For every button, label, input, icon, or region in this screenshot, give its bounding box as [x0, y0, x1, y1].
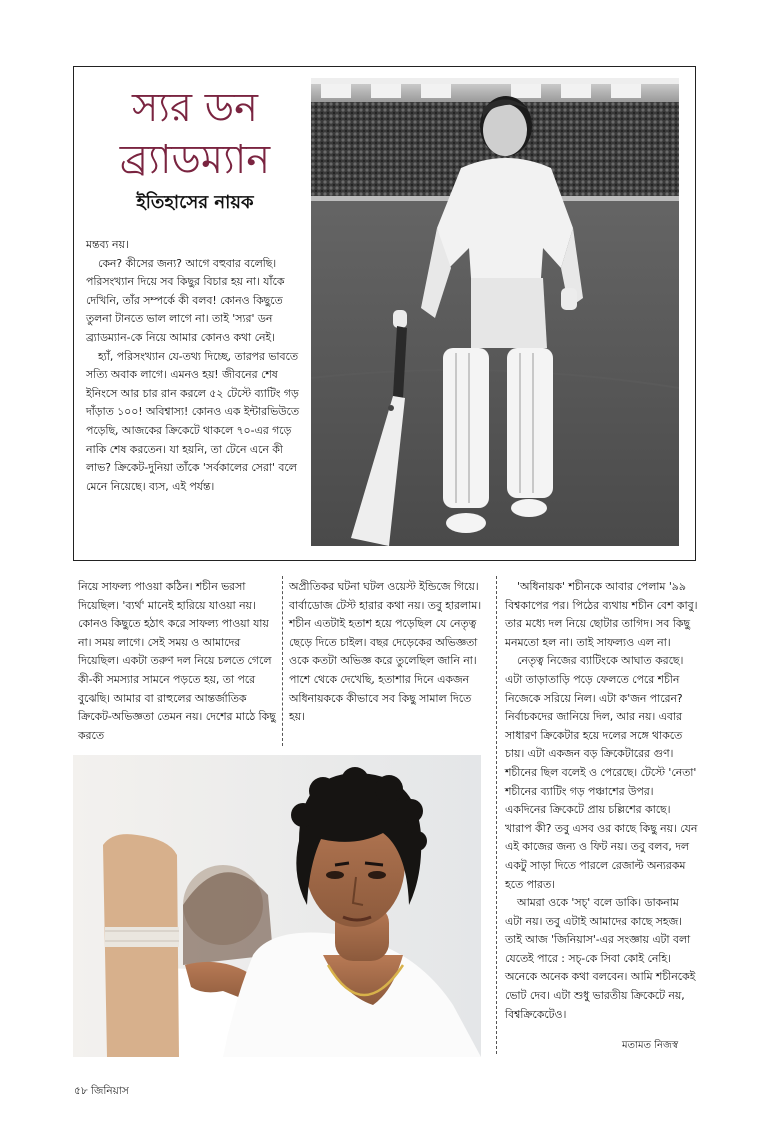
title-line-1: স্যর ডন	[131, 85, 259, 131]
feature-subtitle: ইতিহাসের নায়ক	[136, 192, 254, 213]
body-paragraph: 'অধিনায়ক' শচীনকে আবার পেলাম '৯৯ বিশ্বকাপের পর। পিঠের ব্যথায় শচীন বেশ কাবু। তার মধ্যে দল নিয়ে ছোটার তাগিদ। সব কিছু মনমতো হল না। তাই সাফল্যও এল না।	[505, 580, 698, 649]
column-rule-1	[282, 576, 283, 746]
intro-paragraph: মন্তব্য নয়।	[86, 238, 129, 251]
page-footer: ৫৮ জিনিয়াস	[74, 1085, 129, 1097]
sachin-photo	[73, 755, 481, 1057]
opinion-credit: মতামত নিজস্ব	[622, 1040, 679, 1051]
intro-paragraph: হ্যাঁ, পরিসংখ্যান যে-তথ্য দিচ্ছে, তারপর ভাবতে সত্যি অবাক লাগে। এমনও হয়! জীবনের শেষ ইনিংসে আর চার রান করলে ৫২ টেস্টে ব্যাটিং গড় দাঁড়াত ১০০! অবিশ্বাস্য! কোনও এক ইন্টারভিউতে পড়েছি, আজকের ক্রিকেটে থাকলে ৭০-এর গড়ে নাকি শেষ করতেন। যা হয়নি, তা টেনে এনে কী লাভ? ক্রিকেট-দুনিয়া তাঁকে 'সর্বকালের সেরা' বলে মেনে নিয়েছে। ব্যস, এই পর্যন্ত।	[86, 349, 300, 493]
text-column-3	[505, 578, 698, 1024]
intro-paragraph: কেন? কীসের জন্য? আগে বহুবার বলেছি। পরিসংখ্যান দিয়ে সব কিছুর বিচার হয় না। যাঁকে দেখিনি, তাঁর সম্পর্কে কী বলব! কোনও কিছুতে তুলনা টানতে ভাল লাগে না। তাই 'স্যর' ডন ব্র্যাডম্যান-কে নিয়ে আমার কোনও কথা নেই।	[86, 256, 285, 344]
intro-text	[86, 236, 306, 496]
text-column-2	[289, 578, 489, 727]
feature-title	[90, 82, 300, 186]
bradman-photo	[311, 78, 679, 546]
body-paragraph: অপ্রীতিকর ঘটনা ঘটল ওয়েস্ট ইন্ডিজে গিয়ে। বার্বাডোজ টেস্ট হারার কথা নয়। তবু হারলাম। শচীন এতটাই হতাশ হয়ে পড়েছিল যে নেতৃত্ব ছেড়ে দিতে চাইল। বছর দেড়েকের অভিজ্ঞতা ওকে কতটা অভিজ্ঞ করে তুলেছিল জানি না। পাশে থেকে দেখেছি, হতাশার দিনে একজন অধিনায়ককে কীভাবে সব কিছু সামাল দিতে হয়।	[289, 580, 482, 724]
body-paragraph: নিয়ে সাফল্য পাওয়া কঠিন। শচীন ভরসা দিয়েছিল। 'ব্যর্থ' মানেই হারিয়ে যাওয়া নয়। কোনও কিছুতে হঠাৎ করে সাফল্য পাওয়া যায় না। সময় লাগে। সেই সময় ও আমাদের দিয়েছিল। একটা তরুণ দল নিয়ে চলতে গেলে কী-কী সমস্যার সামনে পড়তে হয়, তা পরে বুঝেছি। আমার বা রাহুলের আন্তর্জাতিক ক্রিকেট-অভিজ্ঞতা তেমন নয়। দেশের মাঠে কিছু করতে	[78, 580, 276, 742]
title-line-2: ব্র্যাডম্যান	[119, 137, 271, 183]
text-column-1	[78, 578, 276, 745]
body-paragraph: আমরা ওকে 'সচ্' বলে ডাকি। ডাকনাম এটা নয়। তবু এটাই আমাদের কাছে সহজ। তাই আজ 'জিনিয়াস'-এর সংজ্ঞায় এটা বলা যেতেই পারে : সচ্-কে সিবা কোই নেহি। অনেকে অনেক কথা বলবেন। আমি শচীনকেই ভোট দেব। এটা শুধু ভারতীয় ক্রিকেটে নয়, বিশ্বক্রিকেটেও।	[505, 896, 696, 1021]
body-paragraph: নেতৃত্ব নিজের ব্যাটিংকে আঘাত করছে। এটা তাড়াতাড়ি পড়ে ফেলতে পেরে শচীন নিজেকে সরিয়ে নিল। এটা ক'জন পারেন? নির্বাচকদের জানিয়ে দিল, আর নয়। এবার সাধারণ ক্রিকেটার হয়ে দলের সঙ্গে থাকতে চায়। এটা একজন বড় ক্রিকেটারের গুণ। শচীনের ছিল বলেই ও পেরেছে। টেস্টে 'নেতা' শচীনের ব্যাটিং গড় পঞ্চাশের উপর। একদিনের ক্রিকেটে প্রায় চল্লিশের কাছে। খারাপ কী? তবু এসব ওর কাছে কিছু নয়। যেন এই কাজের জন্য ও ফিট নয়। তবু বলব, দল একটু সাড়া দিতে পারলে রেজাল্ট অন্যরকম হতে পারত।	[505, 654, 698, 891]
column-rule-2	[496, 576, 497, 1054]
